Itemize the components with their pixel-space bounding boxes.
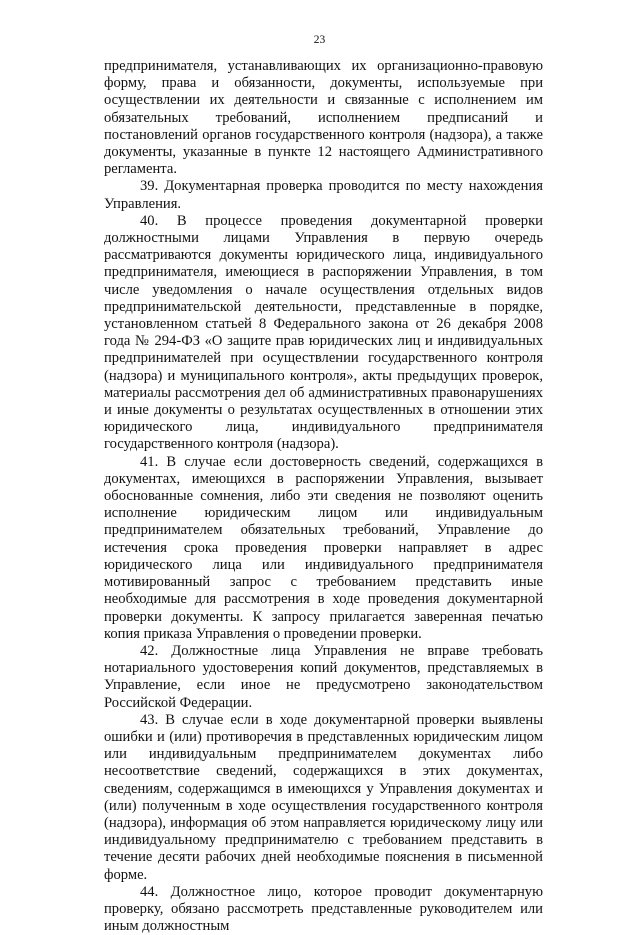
page-number: 23: [313, 34, 326, 46]
paragraph-44: 44. Должностное лицо, которое проводит документарную проверку, обязано рассмотреть представленные руководителем или иным должностным: [104, 883, 543, 935]
paragraph-continuation: предпринимателя, устанавливающих их организационно-правовую форму, права и обязанности, документы, используемые при осуществлении их деятельности и связанные с исполнением им обязательных требований, исполнением предписаний и постановлений органов государственного контроля (надзора), а также документы, указанные в пункте 12 настоящего Административного регламента.: [104, 58, 543, 178]
document-body: [104, 58, 543, 935]
paragraph-39: 39. Документарная проверка проводится по месту нахождения Управления.: [104, 178, 543, 212]
paragraph-41: 41. В случае если достоверность сведений, содержащихся в документах, имеющихся в распоряжении Управления, вызывает обоснованные сомнения, либо эти сведения не позволяют оценить исполнение юридическим лицом или индивидуальным предпринимателем обязательных требований, Управление до истечения срока проведения проверки направляет в адрес юридического лица или индивидуального предпринимателя мотивированный запрос с требованием представить иные необходимые для рассмотрения в ходе проведения документарной проверки документы. К запросу прилагается заверенная печатью копия приказа Управления о проведении проверки.: [104, 453, 543, 642]
paragraph-40: 40. В процессе проведения документарной проверки должностными лицами Управления в первую очередь рассматриваются документы юридического лица, индивидуального предпринимателя, имеющиеся в распоряжении Управления, в том числе уведомления о начале осуществления отдельных видов предпринимательской деятельности, представленные в порядке, установленном статьей 8 Федерального закона от 26 декабря 2008 года № 294-ФЗ «О защите прав юридических лиц и индивидуальных предпринимателей при осуществлении государственного контроля (надзора) и муниципального контроля», акты предыдущих проверок, материалы рассмотрения дел об административных правонарушениях и иные документы о результатах осуществленных в отношении этих юридического лица, индивидуального предпринимателя государственного контроля (надзора).: [104, 212, 543, 453]
paragraph-43: 43. В случае если в ходе документарной проверки выявлены ошибки и (или) противоречия в представленных юридическим лицом или индивидуальным предпринимателем документах либо несоответствие сведений, содержащихся в этих документах, сведениям, содержащимся в имеющихся у Управления документах и (или) полученным в ходе осуществления государственного контроля (надзора), информация об этом направляется юридическому лицу или индивидуальному предпринимателю с требованием представить в течение десяти рабочих дней необходимые пояснения в письменной форме.: [104, 711, 543, 883]
paragraph-42: 42. Должностные лица Управления не вправе требовать нотариального удостоверения копий документов, представляемых в Управление, если иное не предусмотрено законодательством Российской Федерации.: [104, 642, 543, 711]
